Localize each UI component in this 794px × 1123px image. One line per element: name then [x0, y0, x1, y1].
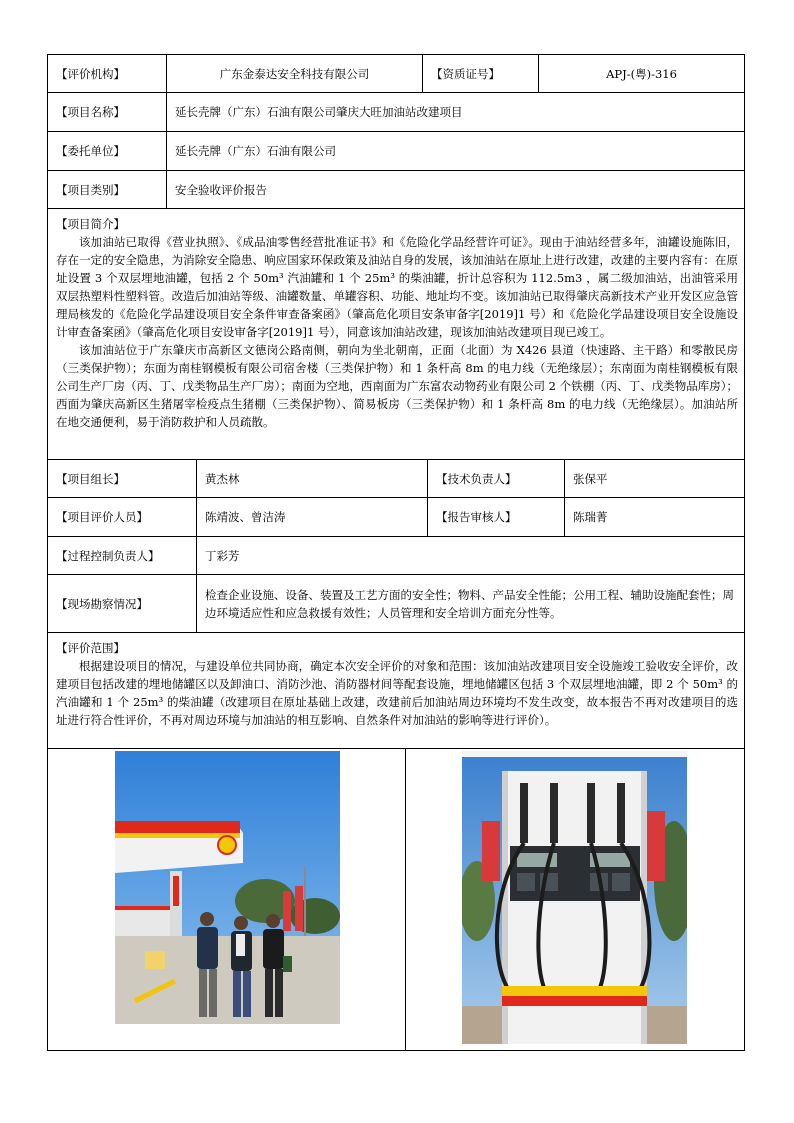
org-value: 广东金泰达安全科技有限公司 [166, 55, 422, 92]
staff-label: 【项目评价人员】 [56, 510, 148, 524]
client-value: 延长壳牌（广东）石油有限公司 [166, 132, 744, 170]
row-project-leader [48, 460, 744, 498]
project-intro [48, 209, 744, 460]
site-photo-dispenser [462, 751, 687, 1044]
row-site-survey [48, 575, 744, 633]
row-project-name [48, 93, 744, 132]
evaluation-scope [48, 633, 744, 749]
leader-value: 黄杰林 [196, 460, 427, 497]
client-label: 【委托单位】 [56, 144, 125, 158]
site-survey-label: 【现场勘察情况】 [56, 596, 148, 611]
row-project-type [48, 171, 744, 209]
project-name-label: 【项目名称】 [56, 105, 125, 119]
tech-lead-label: 【技术负责人】 [427, 460, 564, 497]
row-process-control [48, 537, 744, 575]
project-type-value: 安全验收评价报告 [166, 171, 744, 208]
row-client [48, 132, 744, 171]
reviewer-value: 陈瑞菁 [564, 498, 744, 536]
scope-title: 【评价范围】 [56, 641, 125, 655]
project-type-label: 【项目类别】 [56, 182, 125, 197]
scope-paragraph: 根据建设项目的情况，与建设单位共同协商，确定本次安全评价的对象和范围：该加油站改建项目安全设施竣工验收安全评价，改建项目包括改建的埋地储罐区以及卸油口、消防沙池、消防器材间等配套设施，埋地储罐区包括 3 个双层埋地油罐，即 2 个 50m³ 的汽油罐和 1 个 25m³ 的柴油罐（改建项目在原址基础上改建，改建前后加油站周边环境均不发生改变，故本报告不再对改建项目的选址进行符合性评价，不再对周边环境与加油站的相互影响、自然条件对加油站的影响等进行评价）。 [56, 659, 738, 727]
leader-label: 【项目组长】 [56, 471, 125, 486]
row-photos [48, 749, 744, 1050]
tech-lead-value: 张保平 [564, 460, 744, 497]
project-name-value: 延长壳牌（广东）石油有限公司肇庆大旺加油站改建项目 [166, 93, 744, 131]
intro-title: 【项目简介】 [56, 217, 125, 231]
process-control-label: 【过程控制负责人】 [56, 548, 160, 563]
cert-value: APJ-(粤)-316 [538, 55, 744, 92]
cert-label: 【资质证号】 [422, 55, 538, 92]
row-evaluators [48, 498, 744, 537]
site-photo-station [115, 751, 340, 1024]
report-table [47, 54, 745, 1051]
intro-paragraph-2: 该加油站位于广东肇庆市高新区文德岗公路南侧，朝向为坐北朝南，正面（北面）为 X426 县道（快速路、主干路）和零散民房（三类保护物）；东面为南桂钢模板有限公司宿舍楼（三类保护物）和 1 条杆高 8m 的电力线（无绝缘层）；东南面为南桂钢模板有限公司生产厂房（丙、丁、戊类物品生产厂房）；南面为空地，西南面为广东富农动物药业有限公司 2 个铁棚（丙、丁、戊类物品库房）；西面为肇庆高新区生猪屠宰检疫点生猪棚（三类保护物）、简易板房（三类保护物）和 1 条杆高 8m 的电力线（无绝缘层）。加油站所在地交通便利，易于消防救护和人员疏散。 [56, 343, 738, 429]
row-evaluation-org [48, 55, 744, 93]
process-control-value: 丁彩芳 [196, 537, 744, 574]
intro-paragraph-1: 该加油站已取得《营业执照》、《成品油零售经营批准证书》和《危险化学品经营许可证》。现由于油站经营多年，油罐设施陈旧，存在一定的安全隐患，为消除安全隐患、响应国家环保政策及油站自身的发展，该加油站在原址上进行改建，改建的主要内容有：在原址设置 3 个双层埋地油罐，包括 2 个 50m³ 汽油罐和 1 个 25m³ 的柴油罐，折计总容积为 112.5m3 ，属二级加油站，出油管采用双层热塑料性塑料管。改造后加油站等级、油罐数量、单罐容积、功能、地址均不变。该加油站已取得肇庆高新技术产业开发区应急管理局核发的《危险化学品建设项目安全条件审查备案函》（肇高危化项目安条审备字[2019]1 号）和《危险化学品建设项目安全设施设计审查备案函》（肇高危化项目安设审备字[2019]1 号），同意该加油站改建，现该加油站改建项目现已竣工。 [56, 235, 738, 339]
org-label: 【评价机构】 [56, 66, 125, 81]
reviewer-label: 【报告审核人】 [427, 498, 564, 536]
site-survey-value: 检查企业设施、设备、装置及工艺方面的安全性；物料、产品安全性能；公用工程、辅助设施配套性；周边环境适应性和应急救援有效性；人员管理和安全培训方面充分性等。 [196, 575, 744, 632]
staff-value: 陈靖波、曾洁涛 [196, 498, 427, 536]
